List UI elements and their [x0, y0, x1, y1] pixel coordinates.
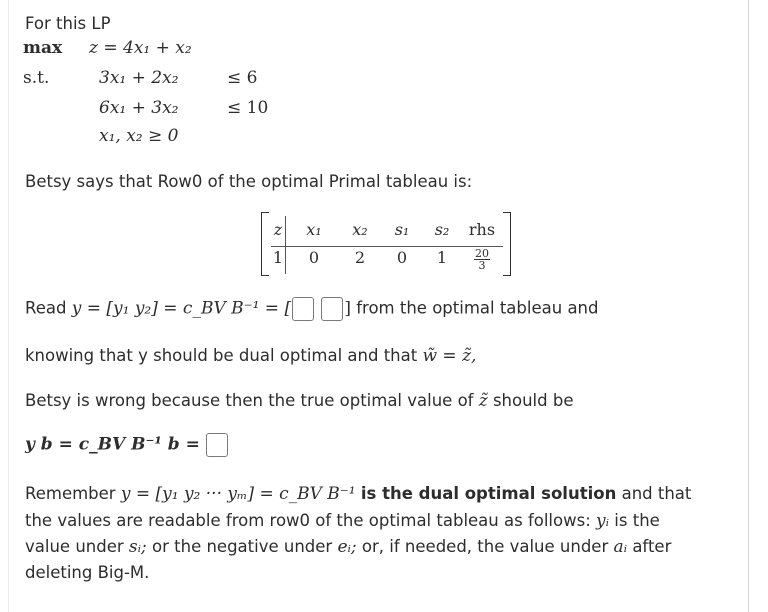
remember-line-4: deleting Big-M.	[25, 563, 150, 582]
tableau-horizontal-rule	[271, 246, 503, 247]
tableau-header: s₁	[394, 220, 410, 239]
constraints-label: s.t.	[23, 68, 50, 88]
wrong-suffix: should be	[492, 391, 574, 410]
tableau-row0-matrix	[261, 212, 511, 276]
value-under-text: value under	[25, 537, 124, 556]
z-tilde-symbol: z̃	[478, 391, 488, 411]
wrong-line	[25, 391, 574, 411]
objective-label: max	[23, 38, 63, 58]
s-i-symbol: sᵢ;	[128, 537, 147, 557]
read-prefix: Read	[25, 298, 67, 318]
remember-readable-text: the values are readable from row0 of the optimal tableau as follows:	[25, 511, 591, 530]
optimal-value-answer-box[interactable]	[206, 433, 228, 457]
knowing-line	[25, 346, 476, 366]
tableau-cell: 1	[436, 248, 448, 267]
w-equals-z-formula: w̃ = z̃,	[422, 346, 477, 366]
remember-prefix: Remember	[25, 484, 116, 503]
after-text: after	[632, 537, 672, 556]
tableau-cell: 2	[354, 248, 366, 267]
remember-is-the: is the	[614, 511, 660, 530]
tableau-cell: 1	[272, 248, 284, 267]
y2-answer-box[interactable]	[321, 297, 343, 321]
remember-line-3	[25, 537, 671, 557]
tableau-header: z	[273, 220, 283, 239]
intro-text: For this LP	[25, 14, 111, 33]
betsy-claim-text: Betsy says that Row0 of the optimal Primal tableau is:	[25, 172, 473, 191]
tableau-cell: 0	[396, 248, 408, 267]
rhs-denominator: 3	[478, 259, 486, 272]
tableau-header: x₁	[306, 220, 322, 239]
remember-line-1	[25, 484, 691, 504]
if-needed-text: or, if needed, the value under	[361, 537, 609, 556]
dual-formula: y = [y₁ y₂] = c_BV B⁻¹ = [	[71, 298, 292, 319]
y-i-symbol: yᵢ	[596, 511, 610, 531]
constraint-1-lhs: 3x₁ + 2x₂	[99, 68, 179, 88]
rhs-fraction	[474, 248, 490, 271]
dual-definition-formula: y = [y₁ y₂ ··· yₘ] = c_BV B⁻¹	[120, 484, 356, 504]
tableau-cell: 0	[308, 248, 320, 267]
read-y-line	[25, 297, 598, 321]
yb-line	[25, 433, 229, 457]
a-i-symbol: aᵢ	[613, 537, 628, 557]
constraint-1-rhs: ≤ 6	[227, 68, 258, 88]
constraint-2-lhs: 6x₁ + 3x₂	[99, 98, 179, 118]
knowing-text: knowing that y should be dual optimal and that	[25, 346, 418, 365]
y1-answer-box[interactable]	[292, 297, 314, 321]
objective-expression: z = 4x₁ + x₂	[89, 38, 192, 58]
nonnegativity-constraint: x₁, x₂ ≥ 0	[99, 126, 179, 146]
closing-bracket: ]	[344, 298, 351, 319]
remember-and-that: and that	[621, 484, 692, 503]
yb-formula: y b = c_BV B⁻¹ b =	[25, 434, 200, 455]
dual-optimal-emphasis: is the dual optimal solution	[360, 484, 617, 503]
right-bracket	[503, 212, 511, 276]
tableau-header: rhs	[468, 220, 496, 239]
rhs-numerator: 20	[475, 247, 489, 260]
remember-line-2	[25, 511, 660, 531]
wrong-text: Betsy is wrong because then the true optimal value of	[25, 391, 474, 410]
tableau-rhs-cell	[467, 248, 497, 273]
constraint-2-rhs: ≤ 10	[227, 98, 269, 118]
problem-panel	[8, 0, 749, 612]
tableau-header: x₂	[352, 220, 368, 239]
tableau-header: s₂	[434, 220, 450, 239]
e-i-symbol: eᵢ;	[337, 537, 357, 557]
read-suffix: from the optimal tableau and	[356, 298, 599, 318]
negative-under-text: or the negative under	[152, 537, 333, 556]
